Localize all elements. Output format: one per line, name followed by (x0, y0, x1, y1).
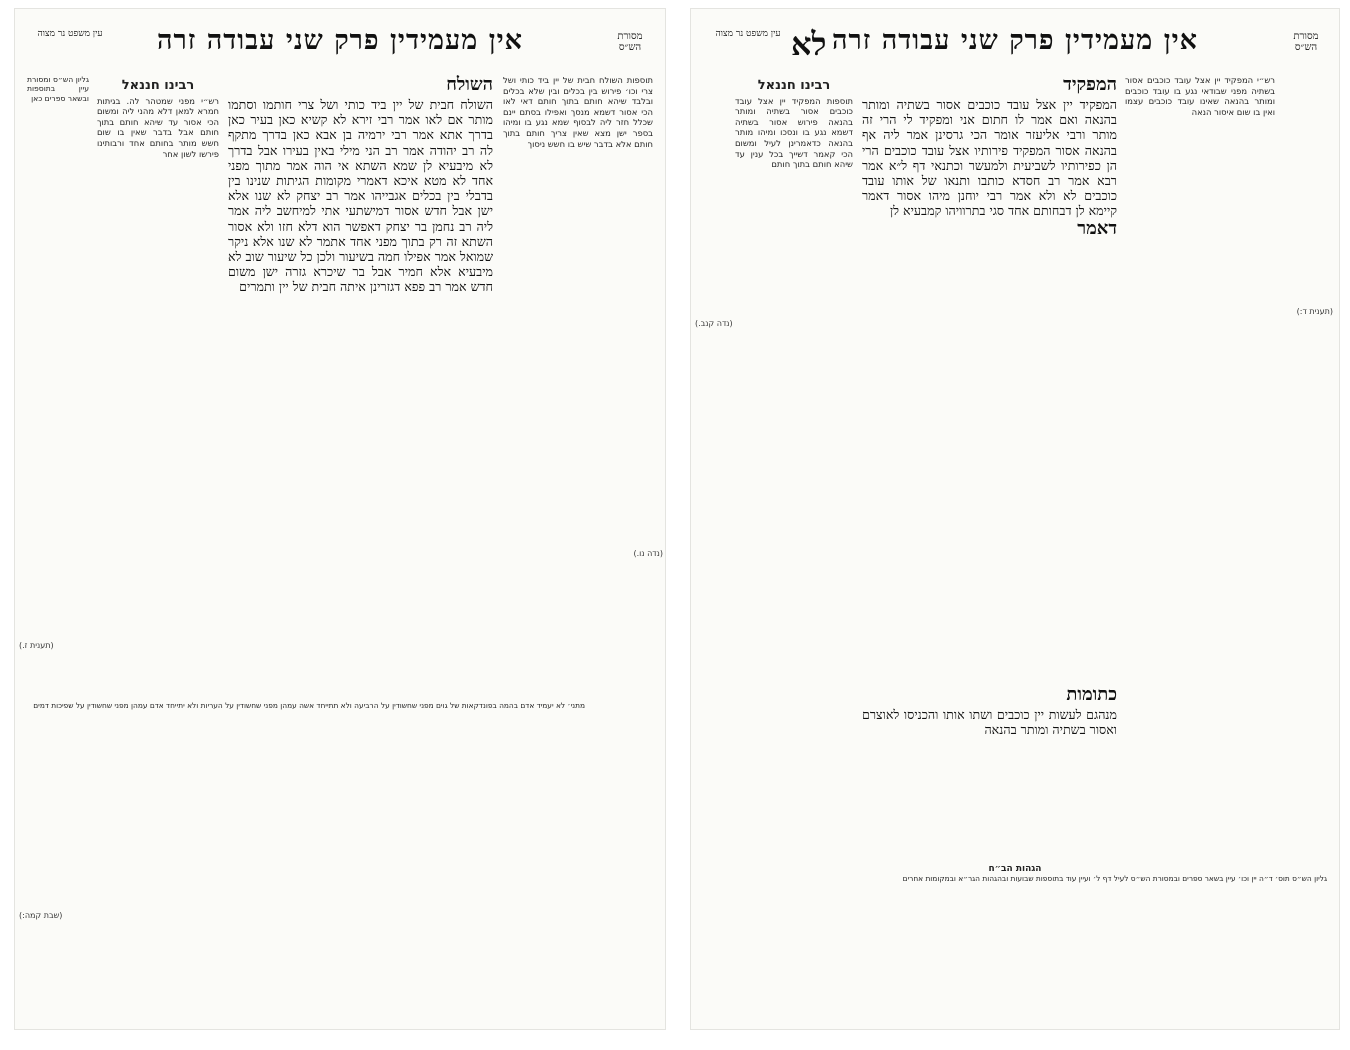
left-footer-text: מתני׳ לא יעמיד אדם בהמה בפונדקאות של גוים מפני שחשודין על הרביעה ולא תתייחד אשה עמהן מפני שחשודין על העריות ולא יתייחד אדם עמהן מפני שחשודין על שפיכות דמים (33, 701, 585, 710)
left-side-notes: גליון הש״ס ומסורת עיין בתוספות ובשאר ספרים כאן (27, 75, 89, 103)
right-masoret-marker: מסורת הש״ס (1293, 31, 1319, 53)
left-margin-note-3: (נדה נו.) (633, 549, 663, 558)
right-commentary-left-text: תוספות המפקיד יין אצל עובד כוכבים אסור בשתיה ומותר בהנאה פירוש אסור בשתיה דשמא נגע בו ונסכו ומיהו מותר בהנאה כדאמרינן לעיל ומשום הכי קאמר דשייך בכל ענין עד שיהא חותם בתוך חותם (735, 95, 853, 170)
right-secondary-heading: דאמר (1077, 217, 1117, 239)
left-page (14, 8, 666, 1030)
left-margin-note-2: (שבת קמה:) (19, 911, 63, 920)
right-main-column (862, 75, 1117, 675)
right-closing-heading: כתומות (1066, 685, 1117, 705)
left-commentary-right-text: תוספות השולח חבית של יין ביד כותי ושל צרי וכו׳ פירוש בין בכלים ובין שלא בכלים ובלבד שיהא חותם בתוך חותם דאי לאו הכי אסור דשמא מנסך ואפילו בסתם יינם שכלל חזר ליה לבסוף שמא נגע בו ומיהו בספר ישן מצא שאין צריך חותם בתוך חותם אלא בדבר שיש בו חשש ניסוך (503, 75, 653, 149)
right-margin-note-1: (תענית ד:) (1296, 307, 1333, 316)
right-footer-title: הגהות הב״ח (988, 865, 1042, 874)
right-commentary-left (735, 75, 853, 855)
left-page-title: אין מעמידין פרק שני עבודה זרה (156, 25, 524, 56)
right-closing-block (862, 685, 1117, 855)
left-main-text: השולח חבית של יין ביד כותי ושל צרי חותמו וסתמו מותר אם לאו אמר רבי זירא לא קשיא כאן בעיר כאן בדרך אתא אמר רבי ירמיה בן אבא כאן בדרך מתקף לה רב יהודה אמר רב הני מילי באין בעירו אבל בדרך לא מיבעיא לן שמא השתא אי הוה אמר מתוך מפני אחד לא מטא איכא דאמרי מקומות הגיתות שנינו בין בדבלי בין בכלים אגבייהו אמר רב יצחק לא שנו אלא ישן אבל חדש אסור דמישתעי אתי למיחשב ליה אמר ליה רב נחמן בר יצחק דאפשר הוא דלא חזו ולא אסור השתא זה רק בתוך מפני אחד אתמר לא שנו אלא ניקר שמואל אמר אפילו חמה בשיעור ולכן כל שיעור שוב לא מיבעיא אלא חמיר אבל בר שיכרא גזרה ישן משום חדש אמר רב פפא דגזרינן איתה חבית של יין ותמרים (228, 97, 493, 295)
right-header (691, 25, 1339, 71)
right-footer-text: גליון הש״ס תוס׳ ד״ה יין וכו׳ עיין בשאר ספרים ובמסורת הש״ס לעיל דף ל׳ ועיין עוד בתוספות שבועות ובהגהות הגר״א ובמקומות אחרים (902, 874, 1327, 884)
right-closing-text: מנהגם לעשות יין כוכבים ושתו אותו והכניסו לאוצרם ואסור בשתיה ומותר בהנאה (862, 707, 1117, 738)
right-main-text: המפקיד יין אצל עובד כוכבים אסור בשתיה ומותר בהנאה ואם אמר לו חתום אני ומפקיד לי הרי זה מותר ורבי אליעזר אומר הכי גרסינן אמר ליה אף בהנאה אסור המפקיד פירותיו אצל עובד כוכבים הרי הן כפירותיו לשביעית ולמעשר וכתנאי דף ל״א אמר רבא אמר רב חסדא כותבו ותנאו של אותו עובד כוכבים לא ולא אמר רבי יוחנן מיהו אסור דאמר קיימא לן דבחותם אחד סגי בתרוויהו קמבעיא לן (862, 97, 1117, 219)
right-folio-number: לא (791, 25, 827, 63)
left-header (15, 25, 665, 71)
left-main-column (228, 75, 493, 695)
right-page (690, 8, 1340, 1030)
left-footer (27, 701, 585, 1021)
left-commentary-left (97, 75, 219, 695)
left-ein-mishpat: עין משפט נר מצוה (37, 29, 103, 39)
right-main-heading: המפקיד (1063, 75, 1117, 95)
left-main-heading: השולח (446, 75, 493, 95)
right-ein-mishpat: עין משפט נר מצוה (715, 29, 781, 39)
left-commentary-left-text: רש״י מפני שמטהר לה. בגיתות חמרא למאן דלא מהני ליה ומשום הכי אסור עד שיהא חותם בתוך חותם אבל בדבר שאין בו שום חשש מותר בחותם אחד ורבותינו פירשו לשון אחר (97, 95, 219, 159)
right-page-title: אין מעמידין פרק שני עבודה זרה (831, 25, 1199, 56)
left-masoret-marker: מסורת הש״ס (617, 31, 643, 53)
right-commentary-right-text: רש״י המפקיד יין אצל עובד כוכבים אסור בשתיה מפני שבודאי נגע בו עובד כוכבים ומותר בהנאה שאינו עובד כוכבים עצמו ואין בו שום איסור הנאה (1125, 75, 1275, 117)
left-margin-note-1: (תענית ז.) (19, 641, 54, 650)
left-commentary-heading: רבינו חננאל (121, 78, 195, 93)
left-commentary-right (503, 75, 653, 695)
right-footer (703, 865, 1327, 1021)
right-commentary-heading: רבינו חננאל (757, 78, 831, 93)
right-margin-note-2: (נדה קנב.) (695, 319, 733, 328)
right-commentary-right (1125, 75, 1275, 855)
